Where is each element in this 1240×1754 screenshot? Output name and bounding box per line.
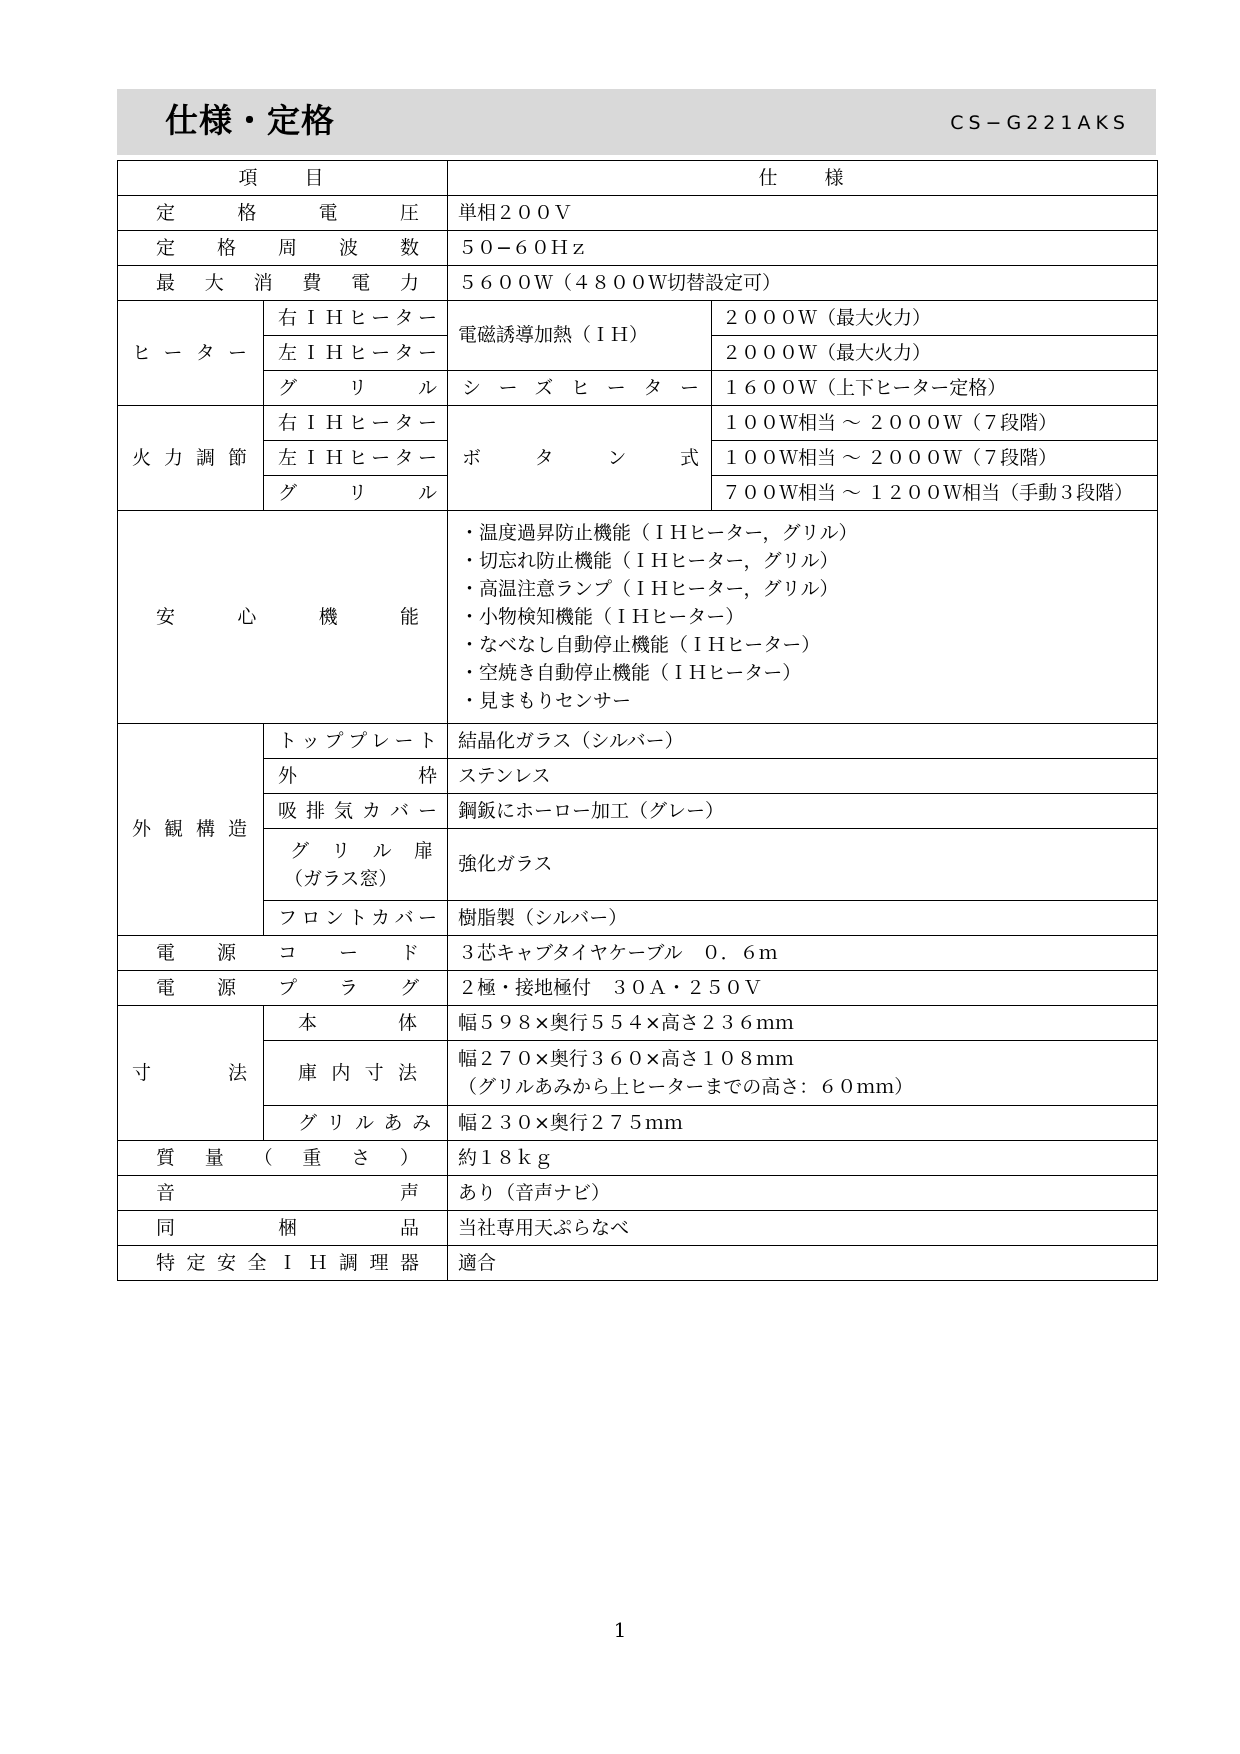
accessory-value: 当社専用天ぷらなべ	[448, 1211, 1158, 1246]
table-row	[118, 724, 1158, 759]
power-cord-value: ３芯キャブタイヤケーブル ０．６ｍ	[448, 936, 1158, 971]
list-item: ・空焼き自動停止機能（ＩＨヒーター）	[460, 662, 802, 684]
weight-value: 約１８ｋｇ	[448, 1141, 1158, 1176]
accessory-label: 同梱品	[118, 1211, 448, 1246]
voice-value: あり（音声ナビ）	[448, 1176, 1158, 1211]
page-number: 1	[613, 1618, 627, 1642]
rated-frequency-label: 定格周波数	[118, 231, 448, 266]
table-header-row	[118, 161, 1158, 196]
table-row	[118, 1141, 1158, 1176]
grill-door-label	[264, 829, 448, 901]
interior-size-line2: （グリルあみから上ヒーターまでの高さ：６０ｍｍ）	[458, 1076, 914, 1098]
front-cover-label: フロントカバー	[264, 901, 448, 936]
table-row	[118, 1041, 1158, 1106]
table-row	[118, 196, 1158, 231]
table-row	[118, 1106, 1158, 1141]
power-control-right-value: １００Ｗ相当 〜 ２０００Ｗ（７段階）	[712, 406, 1158, 441]
table-row	[118, 406, 1158, 441]
list-item: ・見まもりセンサー	[460, 690, 632, 712]
table-row	[118, 301, 1158, 336]
grill-net-label: グリルあみ	[264, 1106, 448, 1141]
dimensions-label: 寸法	[118, 1006, 264, 1141]
power-control-grill-label: グリル	[264, 476, 448, 511]
power-control-method: ボタン式	[448, 406, 712, 511]
top-plate-value: 結晶化ガラス（シルバー）	[448, 724, 1158, 759]
grill-door-value: 強化ガラス	[448, 829, 1158, 901]
top-plate-label: トッププレート	[264, 724, 448, 759]
power-control-right-label: 右ＩＨヒーター	[264, 406, 448, 441]
interior-size-label: 庫内寸法	[264, 1041, 448, 1106]
power-control-grill-value: ７００Ｗ相当 〜 １２００Ｗ相当（手動３段階）	[712, 476, 1158, 511]
ih-cert-label: 特定安全ＩＨ調理器	[118, 1246, 448, 1281]
list-item: ・小物検知機能（ＩＨヒーター）	[460, 606, 745, 628]
heater-grill-value: １６００Ｗ（上下ヒーター定格）	[712, 371, 1158, 406]
table-row	[118, 971, 1158, 1006]
interior-size-line1: 幅２７０×奥行３６０×高さ１０８ｍｍ	[458, 1048, 794, 1070]
list-item: ・温度過昇防止機能（ＩＨヒーター，グリル）	[460, 522, 858, 544]
safety-features	[448, 511, 1158, 724]
voice-label: 音声	[118, 1176, 448, 1211]
table-row	[118, 231, 1158, 266]
grill-net-value: 幅２３０×奥行２７５ｍｍ	[448, 1106, 1158, 1141]
rated-frequency-value: ５０−６０Ｈｚ	[448, 231, 1158, 266]
table-row	[118, 511, 1158, 724]
power-control-left-value: １００Ｗ相当 〜 ２０００Ｗ（７段階）	[712, 441, 1158, 476]
safety-feature-list	[458, 519, 1147, 715]
power-control-label: 火力調節	[118, 406, 264, 511]
front-cover-value: 樹脂製（シルバー）	[448, 901, 1158, 936]
table-row	[118, 829, 1158, 901]
ih-cert-value: 適合	[448, 1246, 1158, 1281]
heater-ih-method: 電磁誘導加熱（ＩＨ）	[448, 301, 712, 371]
table-row	[118, 901, 1158, 936]
grill-door-label-line2: （ガラス窓）	[284, 867, 398, 890]
heater-right-value: ２０００Ｗ（最大火力）	[712, 301, 1158, 336]
col-header-spec: 仕 様	[448, 161, 1158, 196]
list-item: ・なべなし自動停止機能（ＩＨヒーター）	[460, 634, 821, 656]
weight-label: 質量（重さ）	[118, 1141, 448, 1176]
max-power-value: ５６００Ｗ（４８００Ｗ切替設定可）	[448, 266, 1158, 301]
model-number: CS−G221AKS	[950, 112, 1130, 134]
page-title: 仕様・定格	[165, 101, 335, 140]
heater-left-value: ２０００Ｗ（最大火力）	[712, 336, 1158, 371]
body-size-value: 幅５９８×奥行５５４×高さ２３６ｍｍ	[448, 1006, 1158, 1041]
list-item: ・切忘れ防止機能（ＩＨヒーター，グリル）	[460, 550, 839, 572]
table-row	[118, 936, 1158, 971]
table-row	[118, 266, 1158, 301]
grill-door-label-line1: グリル扉	[290, 839, 434, 862]
vent-cover-label: 吸排気カバー	[264, 794, 448, 829]
table-row	[118, 1176, 1158, 1211]
exterior-label: 外観構造	[118, 724, 264, 936]
page-header	[117, 89, 1156, 155]
col-header-item: 項 目	[118, 161, 448, 196]
heater-grill-method: シーズヒーター	[448, 371, 712, 406]
table-row	[118, 1246, 1158, 1281]
list-item: ・高温注意ランプ（ＩＨヒーター，グリル）	[460, 578, 839, 600]
spec-table	[117, 160, 1158, 1281]
power-control-left-label: 左ＩＨヒーター	[264, 441, 448, 476]
heater-grill-label: グリル	[264, 371, 448, 406]
power-plug-label: 電源プラグ	[118, 971, 448, 1006]
interior-size-value	[448, 1041, 1158, 1106]
table-row	[118, 1006, 1158, 1041]
frame-label: 外枠	[264, 759, 448, 794]
vent-cover-value: 鋼鈑にホーロー加工（グレー）	[448, 794, 1158, 829]
power-cord-label: 電源コード	[118, 936, 448, 971]
rated-voltage-label: 定格電圧	[118, 196, 448, 231]
rated-voltage-value: 単相２００Ｖ	[448, 196, 1158, 231]
max-power-label: 最大消費電力	[118, 266, 448, 301]
heater-label: ヒーター	[118, 301, 264, 406]
body-size-label: 本体	[264, 1006, 448, 1041]
frame-value: ステンレス	[448, 759, 1158, 794]
table-row	[118, 1211, 1158, 1246]
heater-left-label: 左ＩＨヒーター	[264, 336, 448, 371]
table-row	[118, 371, 1158, 406]
heater-right-label: 右ＩＨヒーター	[264, 301, 448, 336]
table-row	[118, 794, 1158, 829]
power-plug-value: ２極・接地極付 ３０Ａ・２５０Ｖ	[448, 971, 1158, 1006]
table-row	[118, 759, 1158, 794]
safety-label: 安心機能	[118, 511, 448, 724]
